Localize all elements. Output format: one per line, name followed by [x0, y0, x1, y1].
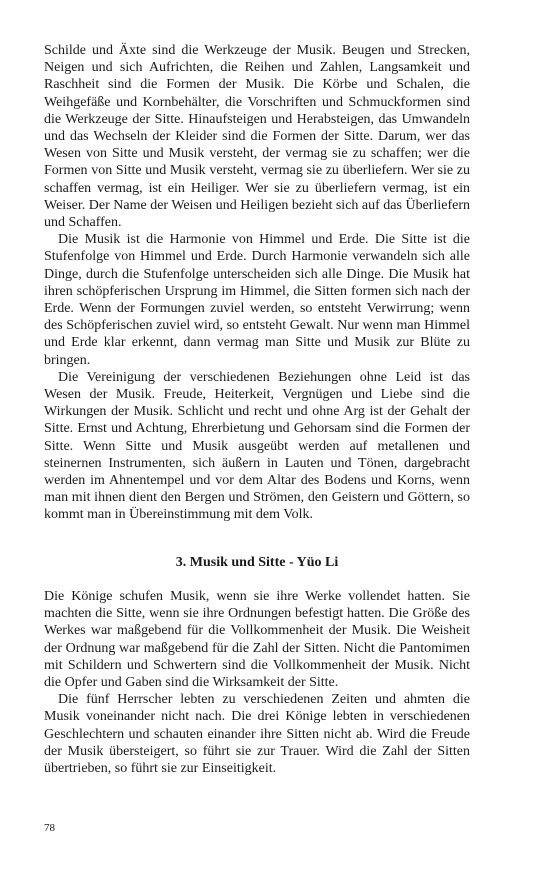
paragraph: Die fünf Herrscher lebten zu verschiedenen Zeiten und ahmten die Musik voneinander nicht nach. Die drei Könige lebten in verschiedenen Geschlechtern und schauten einander ihre Sitten nicht ab. Wird die Freude der Musik übersteigert, so führt sie zur Trauer. Wird die Zahl der Sitten übertrieben, so führt sie zur Einseitigkeit. [44, 692, 470, 776]
paragraph: Die Musik ist die Harmonie von Himmel und Erde. Die Sitte ist die Stufenfolge von Himmel und Erde. Durch Harmonie verwandeln sich alle Dinge, durch die Stufenfolge unterscheiden sich alle Dinge. Die Musik hat ihren schöpferischen Ursprung im Himmel, die Sitten formen sich nach der Erde. Wenn der Formungen zuviel werden, so entsteht Verwirrung; wenn des Schöpferischen zuviel wird, so entsteht Gewalt. Nur wenn man Himmel und Erde klar erkennt, dann vermag man Sitte und Musik zur Blüte zu bringen. [44, 232, 470, 368]
paragraph: Die Vereinigung der verschiedenen Beziehungen ohne Leid ist das Wesen der Musik. Freude, Heiterkeit, Vergnügen und Liebe sind die Wirkungen der Musik. Schlicht und recht und ohne Arg ist der Gehalt der Sitte. Ernst und Achtung, Ehrerbietung und Gehorsam sind die Formen der Sitte. Wenn Sitte und Musik ausgeübt werden auf metallenen und steinernen Instrumenten, sich äußern in Lauten und Tönen, dargebracht werden im Ahnentempel und vor dem Altar des Bodens und Korns, wenn man mit ihnen dient den Bergen und Strömen, den Geistern und Göttern, so kommt man in Übereinstimmung mit dem Volk. [44, 369, 470, 523]
page-body [44, 42, 470, 777]
page-number: 78 [44, 822, 55, 834]
section-heading: 3. Musik und Sitte - Yüo Li [175, 554, 339, 570]
paragraph: Schilde und Äxte sind die Werkzeuge der Musik. Beugen und Strecken, Neigen und sich Aufrichten, die Reihen und Zahlen, Langsamkeit und Raschheit sind die Formen der Musik. Die Körbe und Schalen, die Weihgefäße und Kornbehälter, die Vorschriften und Schmuckformen sind die Werkzeuge der Sitte. Hinaufsteigen und Herabsteigen, das Umwandeln und das Wechseln der Kleider sind die Formen der Sitte. Darum, wer das Wesen von Sitte und Musik versteht, der vermag sie zu schaffen; wer die Formen von Sitte und Musik versteht, vermag sie zu überliefern. Wer sie zu schaffen vermag, ist ein Heiliger. Wer sie zu überliefern vermag, ist ein Weiser. Der Name der Weisen und Heiligen bezieht sich auf das Überliefern und Schaffen. [44, 43, 470, 231]
paragraph: Die Könige schufen Musik, wenn sie ihre Werke vollendet hatten. Sie machten die Sitte, wenn sie ihre Ordnungen befestigt hatten. Die Größe des Werkes war maßgebend für die Vollkommenheit der Musik. Die Weisheit der Ordnung war maßgebend für die Zahl der Sitten. Nicht die Pantomimen mit Schildern und Schwertern sind die Vollkommenheit der Musik. Nicht die Opfer und Gaben sind die Wirksamkeit der Sitte. [44, 588, 470, 690]
